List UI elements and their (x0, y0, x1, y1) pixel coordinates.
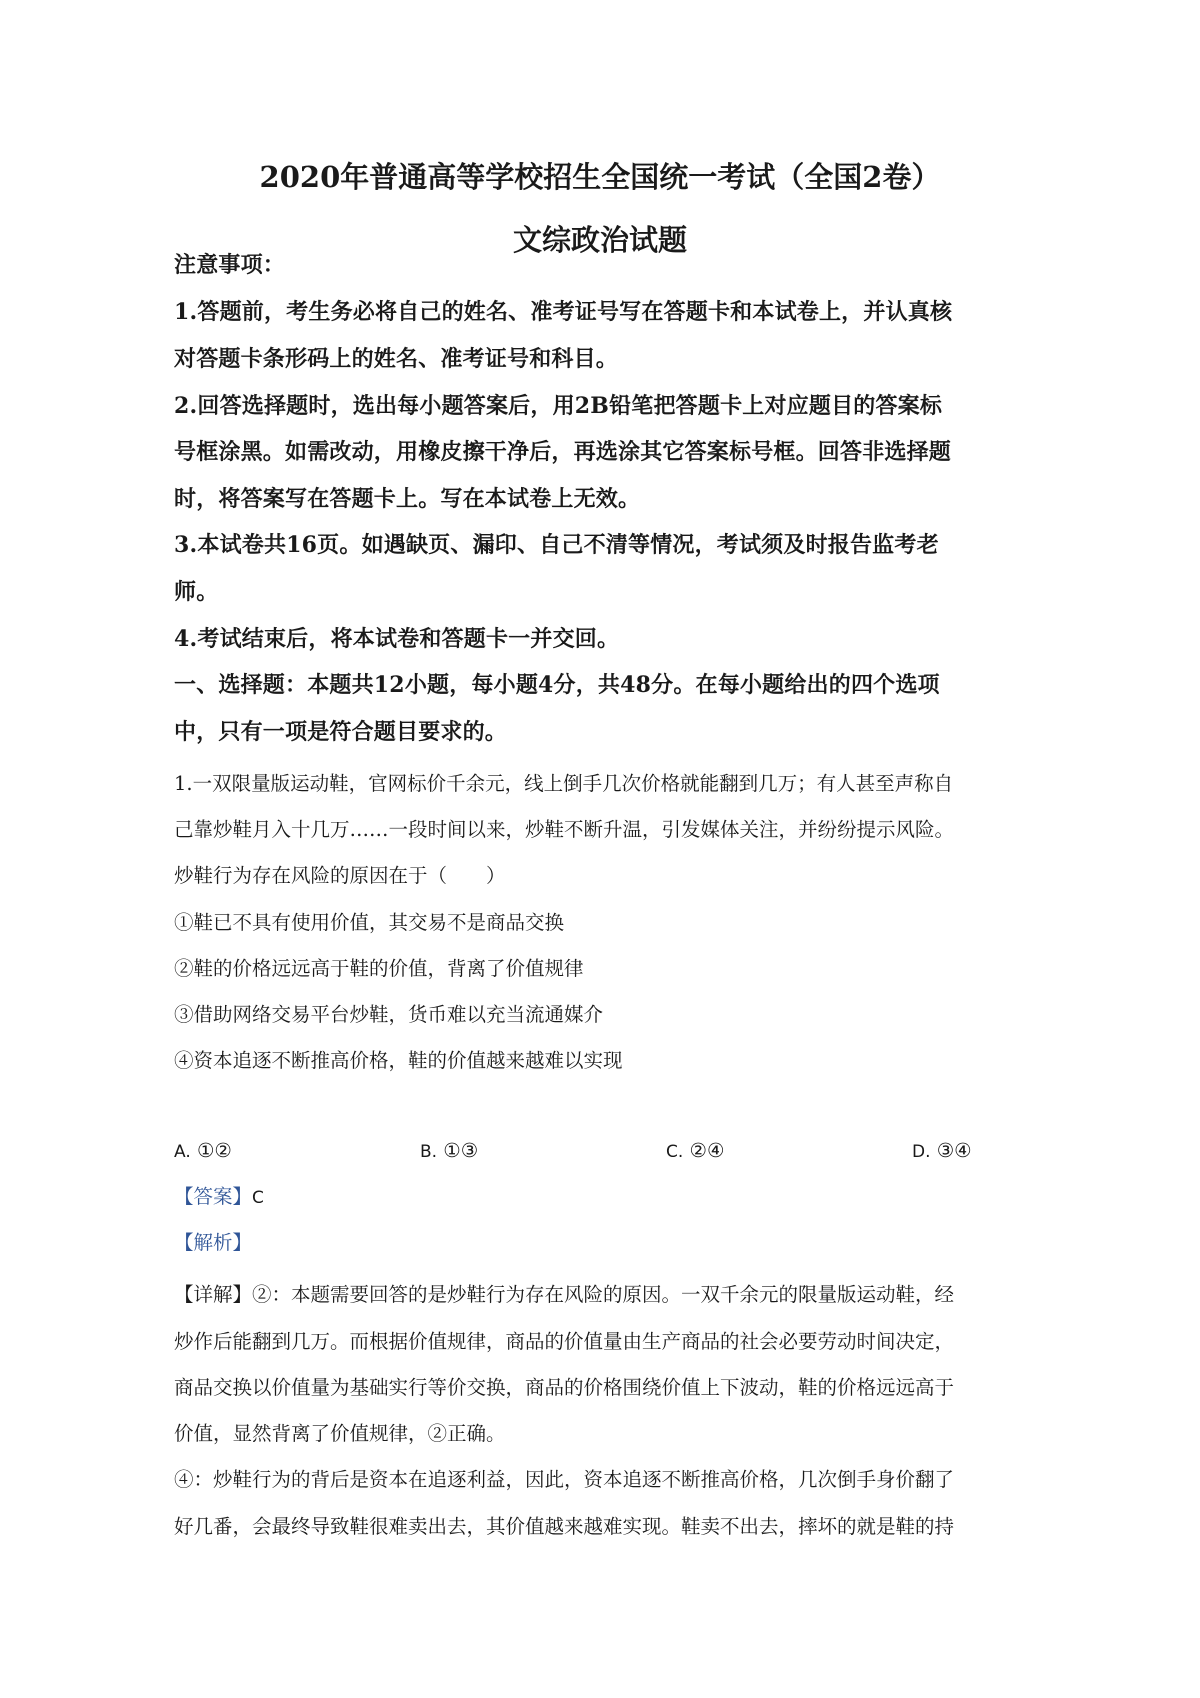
notice-heading: 注意事项： (174, 252, 286, 278)
exam-subtitle: 文综政治试题 (512, 223, 687, 257)
notice-line: 师。 (174, 579, 219, 605)
detail-tag: 【详解】 (174, 1283, 253, 1306)
detail-line: 商品交换以价值量为基础实行等价交换，商品的价格围绕价值上下波动，鞋的价格远远高于 (174, 1376, 955, 1399)
detail-line: 价值，显然背离了价值规律，②正确。 (174, 1422, 506, 1445)
question-stem: 己靠炒鞋月入十几万……一段时间以来，炒鞋不断升温，引发媒体关注，并纷纷提示风险。 (174, 818, 955, 841)
exam-title: 2020年普通高等学校招生全国统一考试（全国2卷） (259, 160, 941, 194)
choice-text: ①③ (443, 1139, 479, 1162)
choice-letter: C. (666, 1142, 684, 1162)
choice-b (420, 1137, 478, 1166)
answer-tag: 【答案】 (174, 1185, 253, 1208)
statement-1: ①鞋已不具有使用价值，其交易不是商品交换 (174, 911, 565, 934)
notice-line: 1.答题前，考生务必将自己的姓名、准考证号写在答题卡和本试卷上，并认真核 (174, 299, 953, 325)
notice-line: 对答题卡条形码上的姓名、准考证号和科目。 (174, 346, 619, 372)
question-stem: 1.一双限量版运动鞋，官网标价千余元，线上倒手几次价格就能翻到几万；有人甚至声称自 (174, 772, 954, 795)
choice-d (912, 1137, 972, 1166)
notice-line: 时，将答案写在答题卡上。写在本试卷上无效。 (174, 486, 641, 512)
choice-letter: D. (912, 1142, 931, 1162)
notice-line: 号框涂黑。如需改动，用橡皮擦干净后，再选涂其它答案标号框。回答非选择题 (174, 439, 952, 465)
choice-letter: B. (420, 1142, 438, 1162)
choice-text: ②④ (689, 1139, 725, 1162)
answer-value: C (252, 1188, 264, 1208)
detail-line (174, 1281, 1034, 1309)
notice-line: 2.回答选择题时，选出每小题答案后，用2B铅笔把答题卡上对应题目的答案标 (174, 393, 943, 419)
choice-text: ③④ (936, 1139, 972, 1162)
detail-line: 炒作后能翻到几万。而根据价值规律，商品的价值量由生产商品的社会必要劳动时间决定， (174, 1330, 955, 1353)
statement-2: ②鞋的价格远远高于鞋的价值，背离了价值规律 (174, 957, 584, 980)
analysis-line (174, 1229, 1034, 1257)
statement-4: ④资本追逐不断推高价格，鞋的价值越来越难以实现 (174, 1049, 623, 1072)
analysis-tag: 【解析】 (174, 1231, 253, 1254)
answer-line (174, 1183, 1034, 1212)
section-heading: 一、选择题：本题共12小题，每小题4分，共48分。在每小题给出的四个选项 (174, 672, 940, 698)
choice-a (174, 1137, 232, 1166)
notice-line: 4.考试结束后，将本试卷和答题卡一并交回。 (174, 626, 620, 652)
detail-line: 好几番，会最终导致鞋很难卖出去，其价值越来越难实现。鞋卖不出去，摔坏的就是鞋的持 (174, 1515, 955, 1538)
section-heading: 中，只有一项是符合题目要求的。 (174, 719, 508, 745)
statement-3: ③借助网络交易平台炒鞋，货币难以充当流通媒介 (174, 1003, 604, 1026)
choice-text: ①② (196, 1139, 232, 1162)
detail-text: ②：本题需要回答的是炒鞋行为存在风险的原因。一双千余元的限量版运动鞋，经 (252, 1283, 955, 1306)
choice-letter: A. (174, 1142, 191, 1162)
choice-c (666, 1137, 724, 1166)
detail-line: ④：炒鞋行为的背后是资本在追逐利益，因此，资本追逐不断推高价格，几次倒手身价翻了 (174, 1468, 955, 1491)
notice-line: 3.本试卷共16页。如遇缺页、漏印、自己不清等情况，考试须及时报告监考老 (174, 532, 939, 558)
question-stem: 炒鞋行为存在风险的原因在于（ ） (174, 864, 506, 887)
